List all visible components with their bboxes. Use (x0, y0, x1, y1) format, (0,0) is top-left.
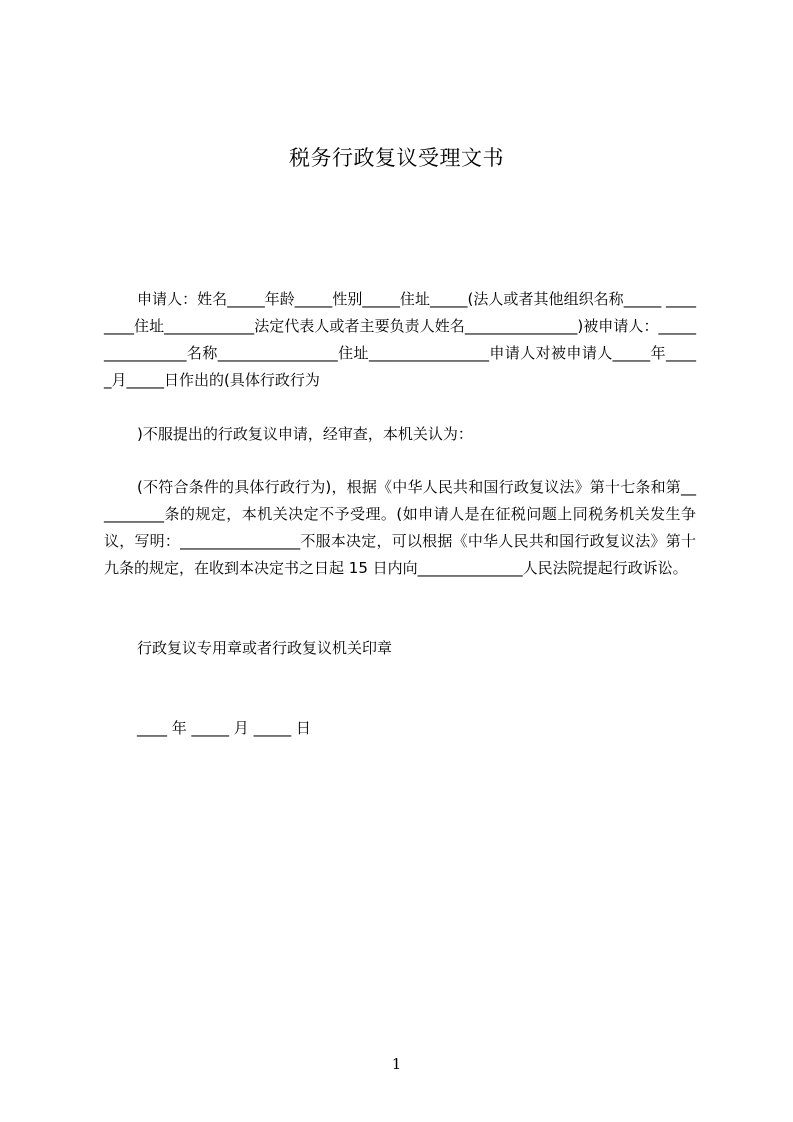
decision-paragraph: (不符合条件的具体行政行为)，根据《中华人民共和国行政复议法》第十七条和第__________条的规定，本机关决定不予受理。(如申请人是在征税问题上同税务机关发生争议，写明：________________不服本决定，可以根据《中华人民共和国行政复议法》第十九条的规定，在收到本决定书之日起 15 日内向______________人民法院提起行政诉讼。 (104, 478, 696, 577)
applicant-info-paragraph: 申请人：姓名_____年龄_____性别_____住址_____(法人或者其他组织名称_____ ________住址____________法定代表人或者主要负责人姓名_______________)被申请人：________________名称________________住址________________申请人对被申请人_____年_____月_____日作出的(具体行政行为 (104, 290, 696, 389)
page-number: 1 (391, 1055, 402, 1073)
review-opinion-paragraph: )不服提出的行政复议申请，经审查，本机关认为： (137, 425, 473, 443)
date-line: ____ 年 _____ 月 _____ 日 (137, 719, 311, 737)
document-title: 税务行政复议受理文书 (289, 146, 504, 170)
seal-line: 行政复议专用章或者行政复议机关印章 (137, 639, 393, 657)
